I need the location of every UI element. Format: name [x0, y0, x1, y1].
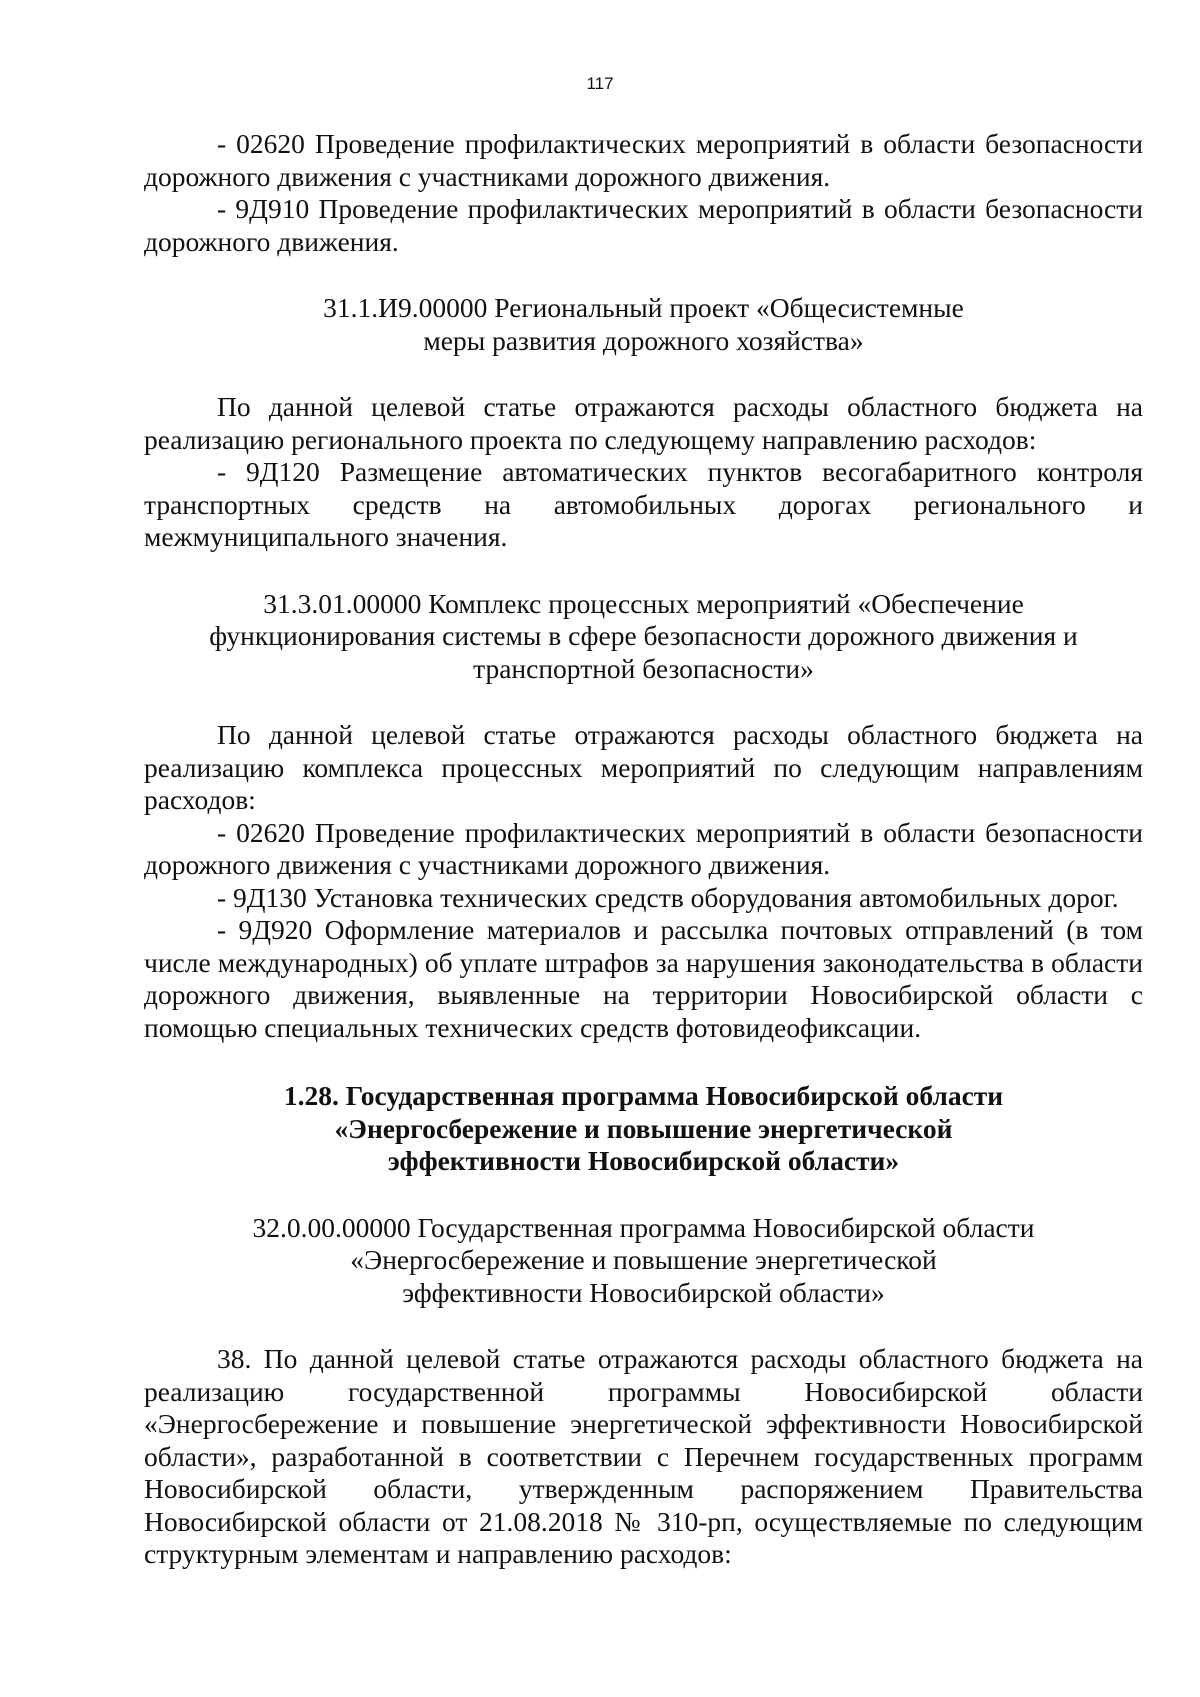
- article-description: По данной целевой статье отражаются расходы областного бюджета на реализацию комплекса процессных мероприятий по следующим направлениям расходов:: [144, 719, 1143, 815]
- target-article-heading: [144, 588, 1143, 686]
- target-article-heading: [144, 1212, 1143, 1310]
- program-section-heading: [144, 1080, 1143, 1178]
- heading-line: транспортной безопасности»: [473, 652, 814, 684]
- heading-line: 1.28. Государственная программа Новосибирской области: [283, 1080, 1004, 1111]
- heading-line: функционирования системы в сфере безопасности дорожного движения и: [209, 620, 1078, 651]
- heading-line: эффективности Новосибирской области»: [387, 1145, 900, 1176]
- heading-line: «Энергосбережение и повышение энергетической: [334, 1112, 953, 1144]
- heading-line: 32.0.00.00000 Государственная программа Новосибирской области: [252, 1211, 1035, 1243]
- document-body: [144, 128, 1143, 1571]
- heading-line: 31.3.01.00000 Комплекс процессных мероприятий «Обеспечение: [263, 587, 1024, 619]
- heading-line: эффективности Новосибирской области»: [402, 1276, 885, 1308]
- article-description: 38. По данной целевой статье отражаются расходы областного бюджета на реализацию государственной программы Новосибирской области «Энергосбережение и повышение энергетической эффективности Новосибирской области», разработанной в соответствии с Перечнем государственных программ Новосибирской области, утвержденным распоряжением Правительства Новосибирской области от 21.08.2018 № 310-рп, осуществляемые по следующим структурным элементам и направлению расходов:: [144, 1343, 1143, 1569]
- expense-item: - 9Д920 Оформление материалов и рассылка почтовых отправлений (в том числе международных) об уплате штрафов за нарушения законодательства в области дорожного движения, выявленные на территории Новосибирской области с помощью специальных технических средств фотовидеофиксации.: [144, 914, 1143, 1043]
- page-number: 117: [586, 74, 614, 93]
- expense-item: - 9Д130 Установка технических средств оборудования автомобильных дорог.: [217, 881, 1119, 913]
- heading-line: меры развития дорожного хозяйства»: [423, 324, 864, 356]
- article-description: По данной целевой статье отражаются расходы областного бюджета на реализацию регионального проекта по следующему направлению расходов:: [144, 391, 1143, 455]
- expense-item: - 9Д910 Проведение профилактических мероприятий в области безопасности дорожного движения.: [144, 193, 1143, 257]
- target-article-heading: [144, 292, 1143, 357]
- heading-line: «Энергосбережение и повышение энергетической: [350, 1244, 937, 1275]
- expense-item: - 02620 Проведение профилактических мероприятий в области безопасности дорожного движения с участниками дорожного движения.: [144, 816, 1143, 880]
- heading-line: 31.1.И9.00000 Региональный проект «Общесистемные: [323, 292, 964, 323]
- expense-item: - 9Д120 Размещение автоматических пунктов весогабаритного контроля транспортных средств на автомобильных дорогах регионального и межмуниципального значения.: [144, 456, 1143, 552]
- expense-item: - 02620 Проведение профилактических мероприятий в области безопасности дорожного движения с участниками дорожного движения.: [144, 128, 1143, 192]
